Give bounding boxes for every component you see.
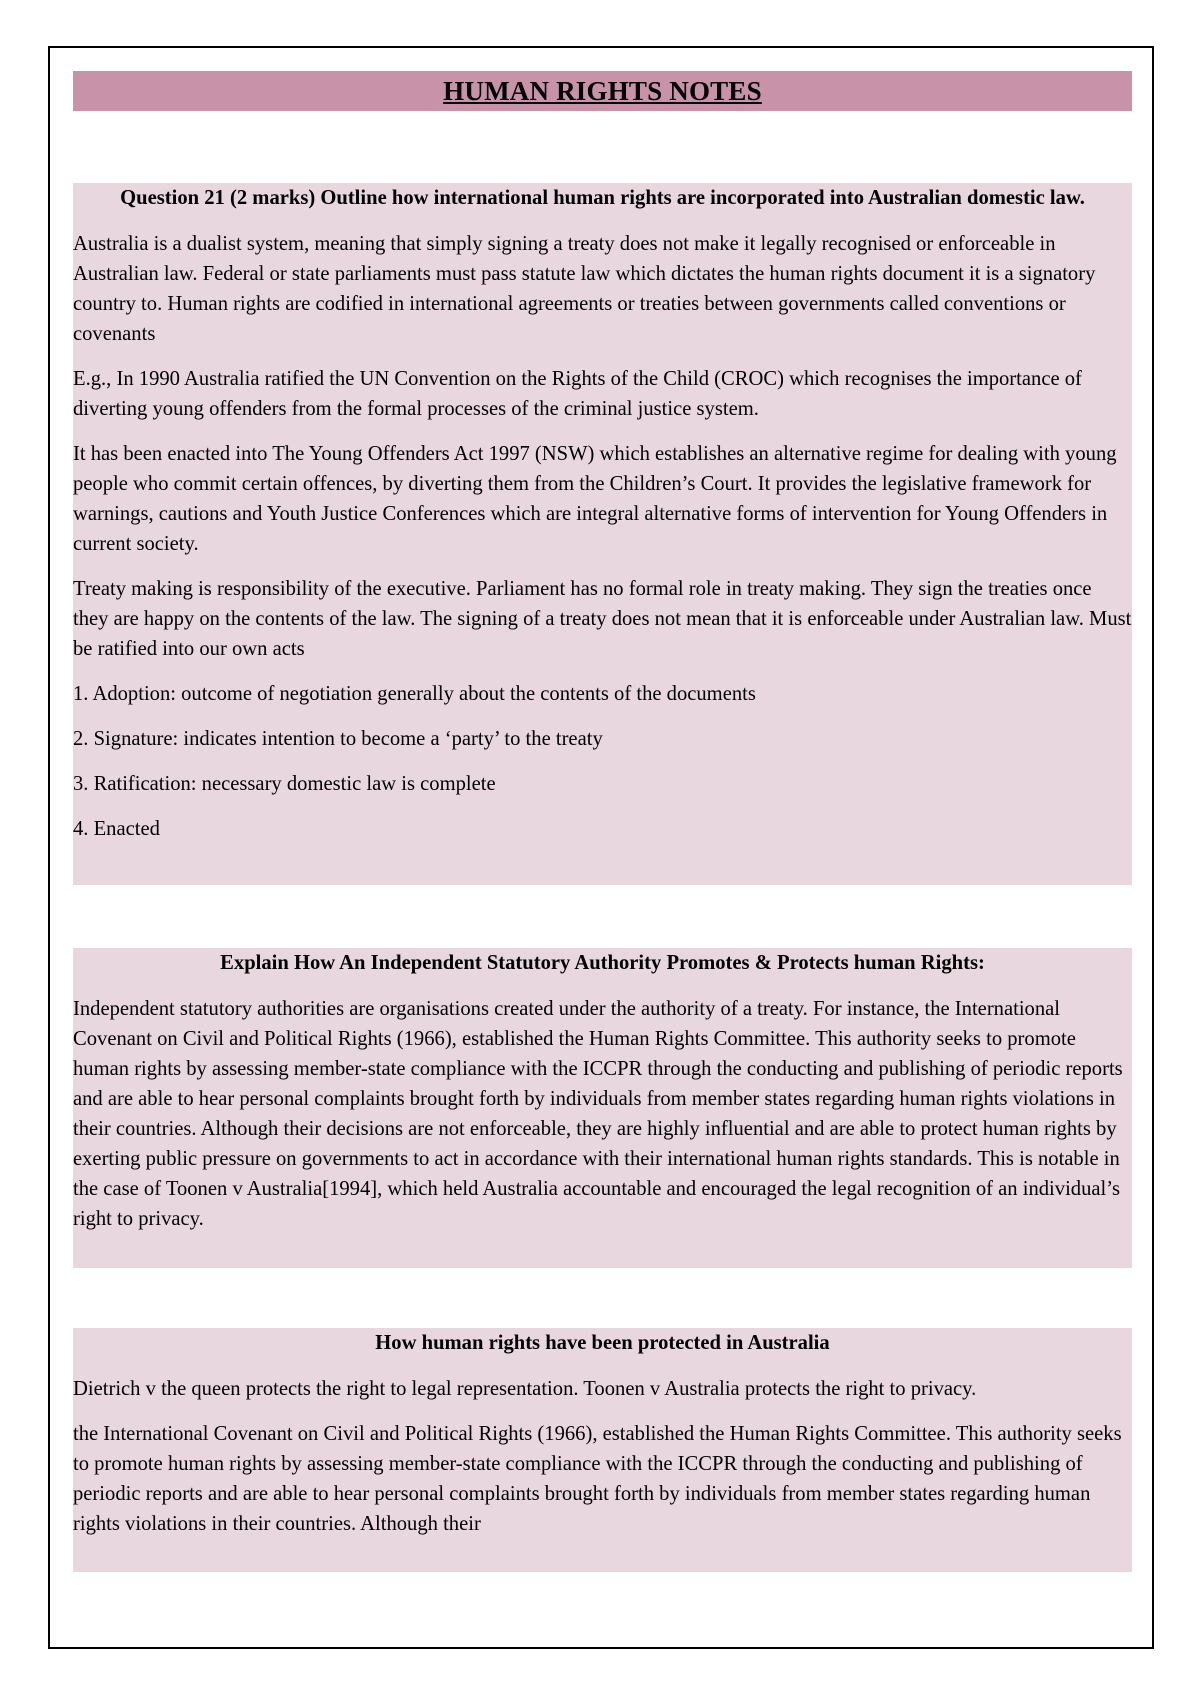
list-item: 1. Adoption: outcome of negotiation generally about the contents of the documents: [73, 683, 756, 705]
paragraph: It has been enacted into The Young Offenders Act 1997 (NSW) which establishes an alternative regime for dealing with young people who commit certain offences, by diverting them from the Children’s Court. It provides the legislative framework for warnings, cautions and Youth Justice Conferences which are integral alternative forms of intervention for Young Offenders in current society.: [73, 443, 1117, 555]
section-heading: Question 21 (2 marks) Outline how international human rights are incorporated into Australian domestic law.: [120, 187, 1085, 209]
section-statutory-authority: [73, 948, 1132, 1268]
paragraph: Australia is a dualist system, meaning that simply signing a treaty does not make it legally recognised or enforceable in Australian law. Federal or state parliaments must pass statute law which dictates the human rights document it is a signatory country to. Human rights are codified in international agreements or treaties between governments called conventions or covenants: [73, 233, 1096, 345]
list-item: 2. Signature: indicates intention to become a ‘party’ to the treaty: [73, 728, 603, 750]
title-banner: [73, 71, 1132, 111]
paragraph: Dietrich v the queen protects the right to legal representation. Toonen v Australia protects the right to privacy.: [73, 1378, 977, 1400]
page-title: HUMAN RIGHTS NOTES: [443, 76, 762, 106]
section-heading: Explain How An Independent Statutory Authority Promotes & Protects human Rights:: [220, 952, 985, 974]
paragraph: Treaty making is responsibility of the executive. Parliament has no formal role in treaty making. They sign the treaties once they are happy on the contents of the law. The signing of a treaty does not mean that it is enforceable under Australian law. Must be ratified into our own acts: [73, 578, 1132, 660]
section-protection-in-australia: [73, 1328, 1132, 1572]
paragraph: the International Covenant on Civil and Political Rights (1966), established the Human Rights Committee. This authority seeks to promote human rights by assessing member-state compliance with the ICCPR through the conducting and publishing of periodic reports and are able to hear personal complaints brought forth by individuals from member states regarding human rights violations in their countries. Although their: [73, 1423, 1122, 1535]
section-treaty-incorporation: [73, 183, 1132, 885]
list-item: 4. Enacted: [73, 818, 160, 840]
paragraph: Independent statutory authorities are organisations created under the authority of a treaty. For instance, the International Covenant on Civil and Political Rights (1966), established the Human Rights Committee. This authority seeks to promote human rights by assessing member-state compliance with the ICCPR through the conducting and publishing of periodic reports and are able to hear personal complaints brought forth by individuals from member states regarding human rights violations in their countries. Although their decisions are not enforceable, they are highly influential and are able to protect human rights by exerting public pressure on governments to act in accordance with their international human rights standards. This is notable in the case of Toonen v Australia[1994], which held Australia accountable and encouraged the legal recognition of an individual’s right to privacy.: [73, 998, 1123, 1230]
section-heading: How human rights have been protected in Australia: [375, 1332, 830, 1354]
list-item: 3. Ratification: necessary domestic law is complete: [73, 773, 496, 795]
paragraph: E.g., In 1990 Australia ratified the UN Convention on the Rights of the Child (CROC) which recognises the importance of diverting young offenders from the formal processes of the criminal justice system.: [73, 368, 1082, 420]
